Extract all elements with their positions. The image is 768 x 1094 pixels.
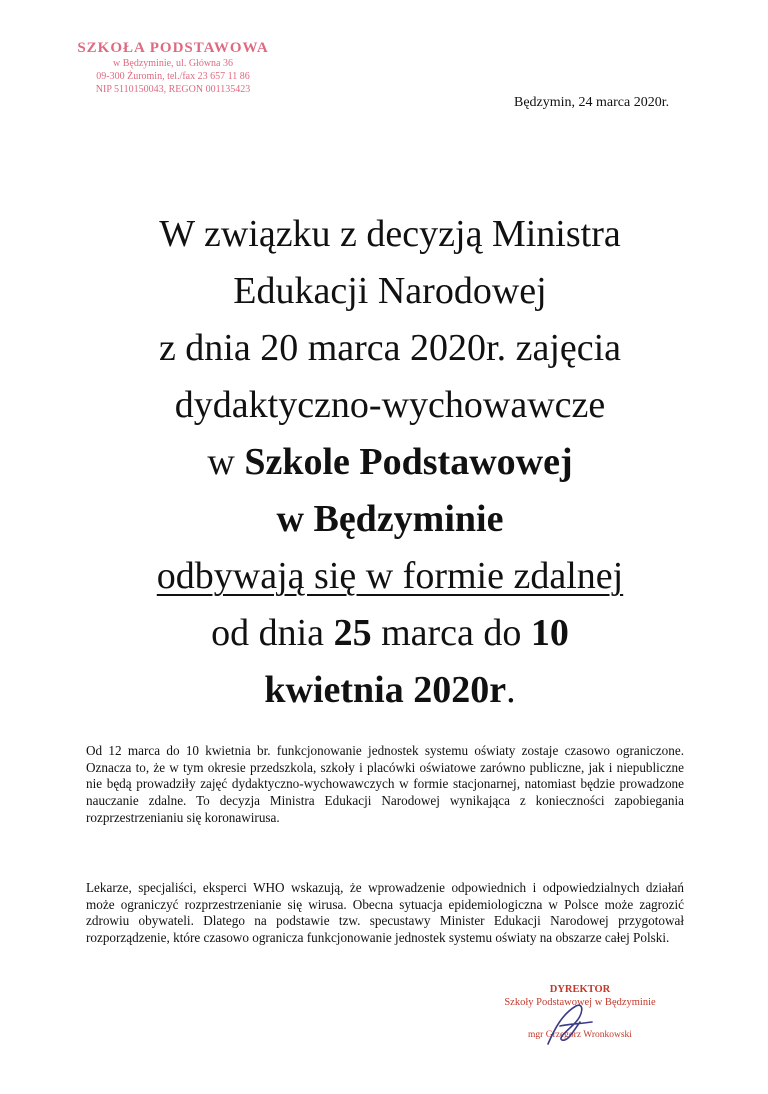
school-name-bold: Szkole Podstawowej: [244, 441, 573, 483]
headline-line: [40, 605, 740, 662]
end-date-bold: kwietnia 2020r: [264, 669, 507, 711]
headline-fragment: w: [207, 441, 245, 483]
headline-line: Edukacji Narodowej: [233, 270, 547, 312]
headline-line: [40, 662, 740, 719]
director-school: Szkoły Podstawowej w Będzyminie: [504, 997, 656, 1008]
announcement-headline: [40, 206, 740, 719]
handwritten-signature: [540, 1000, 600, 1050]
end-day-bold: 10: [530, 612, 569, 654]
stamp-ids: NIP 5110150043, REGON 001135423: [95, 84, 251, 95]
headline-fragment: marca do: [371, 612, 531, 654]
remote-mode-underlined: odbywają się w formie zdalnej: [156, 555, 624, 597]
stamp-address: w Będzyminie, ul. Główna 36: [113, 58, 233, 69]
director-name: mgr Grzegorz Wronkowski: [528, 1030, 632, 1040]
headline-line: dydaktyczno-wychowawcze: [174, 384, 606, 426]
start-day-bold: 25: [333, 612, 372, 654]
headline-fragment: .: [506, 669, 516, 711]
headline-line: [40, 434, 740, 491]
headline-line: z dnia 20 marca 2020r. zajęcia: [158, 327, 622, 369]
location-bold: w Będzyminie: [276, 498, 504, 540]
headline-line: [40, 548, 740, 605]
headline-line: W związku z decyzją Ministra: [159, 213, 621, 255]
paragraph-text: Lekarze, specjaliści, eksperci WHO wskazują, że wprowadzenie odpowiednich i odpowiedzialnych działań może ograniczyć rozprzestrzenianie się wirusa. Obecna sytuacja epidemiologiczna w Polsce może zagrozić zdrowiu obywateli. Dlatego na podstawie tzw. specustawy Minister Edukacji Narodowej przygotował rozporządzenie, które czasowo ogranicza funkcjonowanie jednostek systemu oświaty na obszarze całej Polski.: [86, 880, 684, 946]
headline-fragment: od dnia: [211, 612, 334, 654]
director-title: DYREKTOR: [549, 984, 611, 995]
paragraph-text: Od 12 marca do 10 kwietnia br. funkcjonowanie jednostek systemu oświaty zostaje czasowo ograniczone. Oznacza to, że w tym okresie przedszkola, szkoły i placówki oświatowe zarówno publiczne, jak i niepubliczne nie będą prowadziły zajęć dydaktyczno-wychowawczych w formie stacjonarnej, natomiast będzie prowadzone nauczanie zdalne. To decyzja Ministra Edukacji Narodowej wynikająca z konieczności zapobiegania rozprzestrzenianiu się koronawirusa.: [86, 743, 684, 825]
stamp-title: SZKOŁA PODSTAWOWA: [77, 40, 269, 56]
info-paragraph-1: [86, 743, 684, 827]
stamp-contact: 09-300 Żuromin, tel./fax 23 657 11 86: [96, 71, 250, 82]
headline-line: [40, 491, 740, 548]
document-date: Będzymin, 24 marca 2020r.: [514, 95, 670, 110]
school-stamp: [58, 40, 288, 96]
info-paragraph-2: [86, 880, 684, 947]
